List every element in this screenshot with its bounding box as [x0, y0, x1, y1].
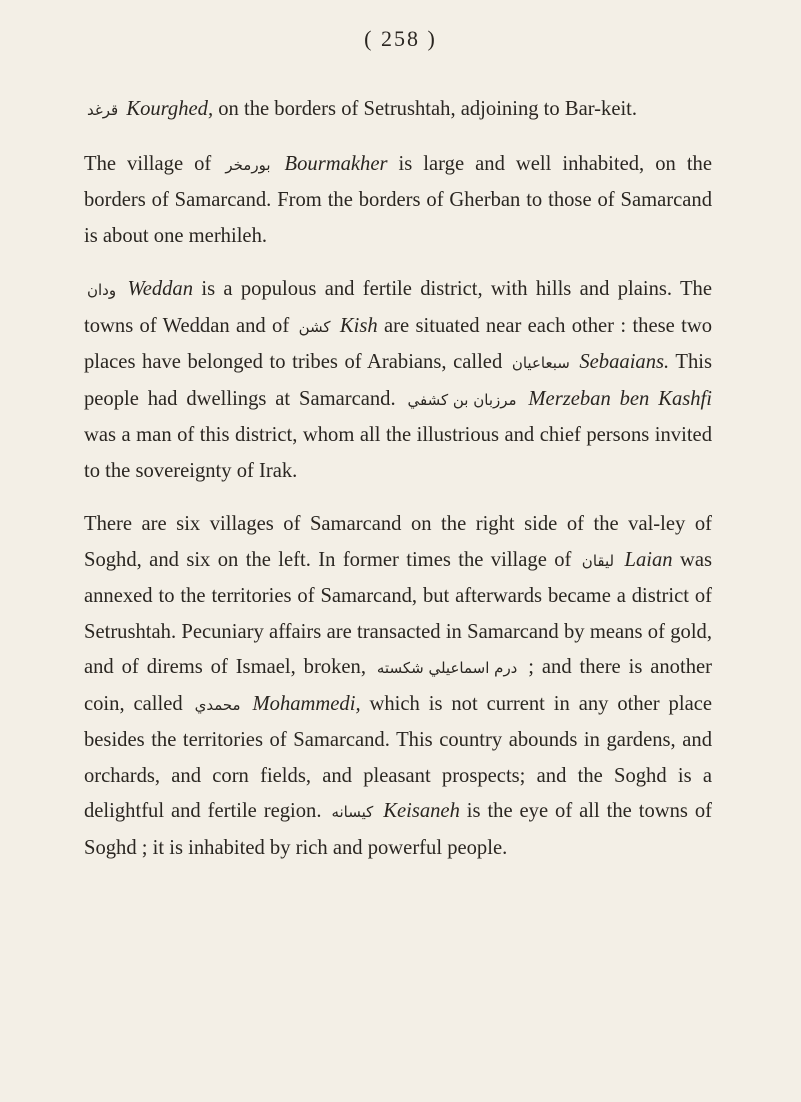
arabic-term: درم اسماعيلي شكسته: [376, 659, 518, 677]
text-run: The village of: [84, 152, 223, 175]
transliterated-name: Kish: [339, 314, 378, 337]
transliterated-name: Merzeban ben Kashfi: [528, 387, 712, 410]
paragraph: [84, 272, 712, 489]
text-run: ; and there is another coin, called: [84, 656, 712, 715]
paragraph: [84, 507, 712, 866]
arabic-term: ليقان: [581, 551, 615, 570]
transliterated-name: Mohammedi,: [252, 692, 361, 715]
body-text: [84, 92, 712, 866]
arabic-term: كشن: [298, 317, 331, 336]
transliterated-name: Laian: [624, 548, 673, 571]
page-number: ( 258 ): [364, 26, 437, 51]
text-run: is the eye of all the towns of Soghd ; it is inhabited by rich and powerful people.: [84, 800, 713, 859]
arabic-term: محمدي: [194, 695, 241, 714]
arabic-term: مرزبان بن كشفي: [407, 390, 517, 409]
transliterated-name: Keisaneh: [383, 800, 460, 822]
arabic-term: قرغد: [87, 101, 119, 119]
text-run: is a populous and fertile district, with hills and plains. The towns of Weddan and of: [84, 278, 712, 337]
text-run: are situated near each other : these two places have belonged to tribes of Arabians, called: [84, 314, 713, 373]
text-run: which is not current in any other place besides the territories of Samarcand. This country abounds in gardens, and orchards, and corn fields, and pleasant prospects; and the Soghd is a delightful and fertile region.: [84, 692, 712, 822]
transliterated-name: Sebaaians.: [579, 351, 670, 373]
text-run: on the borders of Setrushtah, adjoining to Bar-keit.: [213, 98, 638, 120]
text-run: There are six villages of Samarcand on the right side of the val-ley of Soghd, and six on the left. In former times the village of: [84, 513, 712, 571]
text-run: This people had dwellings at Samarcand.: [84, 351, 712, 410]
text-run: was a man of this district, whom all the illustrious and chief persons invited to the sovereignty of Irak.: [84, 424, 712, 482]
transliterated-name: Bourmakher: [284, 152, 388, 175]
paragraph: [84, 147, 712, 255]
arabic-term: سبعاعيان: [511, 354, 570, 372]
transliterated-name: Weddan: [127, 278, 194, 300]
arabic-term: ودان: [87, 281, 117, 299]
paragraph: [84, 92, 712, 129]
arabic-term: بورمخر: [225, 155, 271, 174]
text-run: is large and well inhabited, on the borders of Samarcand. From the borders of Gherban to those of Samarcand is about one merhileh.: [84, 152, 712, 247]
text-run: was annexed to the territories of Samarcand, but afterwards became a district of Setrushtah. Pecuniary affairs are transacted in Samarcand by means of gold, and of direms of Ismael, broken,: [84, 548, 712, 678]
arabic-term: كيسانه: [331, 803, 374, 821]
transliterated-name: Kourghed,: [126, 98, 214, 120]
